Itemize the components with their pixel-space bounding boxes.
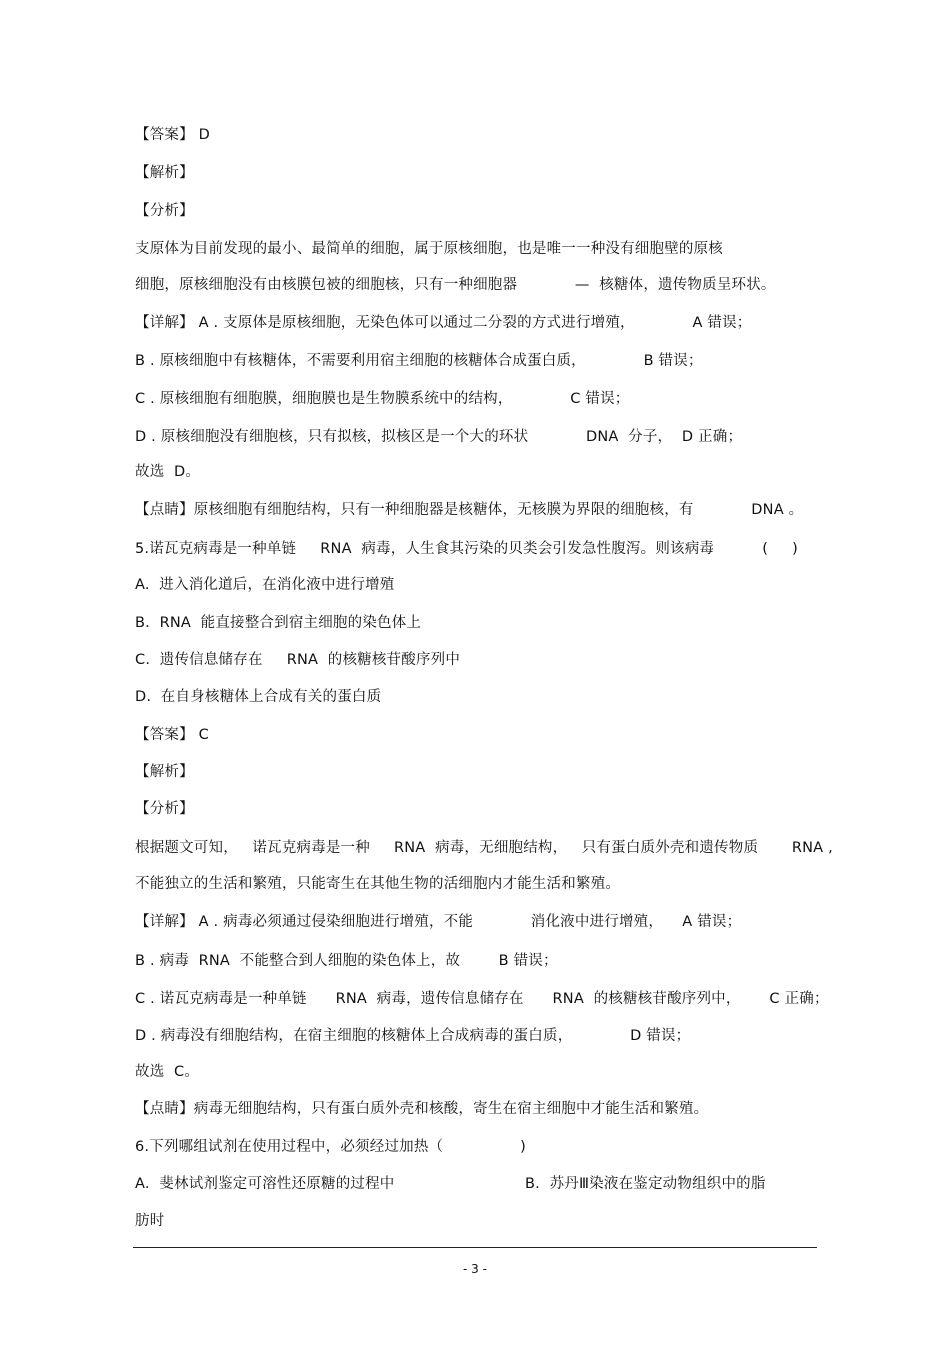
detail-line: 【详解】 A . 病毒必须通过侵染细胞进行增殖，不能 消化液中进行增殖， A 错误； [135, 914, 742, 930]
option-a: A. 斐林试剂鉴定可溶性还原糖的过程中 [135, 1176, 395, 1192]
detail-line: C . 原核细胞有细胞膜，细胞膜也是生物膜系统中的结构， C 错误； [135, 391, 630, 407]
choice-line: 故选 D。 [135, 464, 201, 480]
detail-line: D . 病毒没有细胞结构，在宿主细胞的核糖体上合成病毒的蛋白质， D 错误； [135, 1028, 691, 1044]
text-line: 不能独立的生活和繁殖，只能寄生在其他生物的活细胞内才能生活和繁殖。 [135, 876, 621, 892]
analysis-heading: 【解析】 [135, 165, 194, 181]
detail-line: B . 原核细胞中有核糖体，不需要利用宿主细胞的核糖体合成蛋白质， B 错误； [135, 353, 703, 369]
question-5: 5.诺瓦克病毒是一种单链 RNA 病毒，人生食其污染的贝类会引发急性腹泻。则该病毒 ( ) [135, 541, 798, 557]
choice-line: 故选 C。 [135, 1064, 200, 1080]
detail-line: B . 病毒 RNA 不能整合到人细胞的染色体上，故 B 错误； [135, 953, 558, 969]
option-b: B. RNA 能直接整合到宿主细胞的染色体上 [135, 615, 422, 631]
note-line: 【点睛】病毒无细胞结构，只有蛋白质外壳和核酸，寄生在宿主细胞中才能生活和繁殖。 [135, 1101, 709, 1117]
answer-label: 【答案】 C [135, 727, 209, 743]
answer-label: 【答案】 D [135, 127, 210, 143]
note-line: 【点睛】原核细胞有细胞结构，只有一种细胞器是核糖体，无核膜为界限的细胞核，有 DNA 。 [135, 502, 804, 518]
option-b-continued: 肪时 [135, 1213, 165, 1229]
option-a: A. 进入消化道后，在消化液中进行增殖 [135, 577, 395, 593]
analysis-heading: 【解析】 [135, 764, 194, 780]
option-b: B. 苏丹Ⅲ染液在鉴定动物组织中的脂 [525, 1176, 766, 1192]
question-6: 6.下列哪组试剂在使用过程中，必须经过加热（ ) [135, 1139, 527, 1155]
analysis-subheading: 【分析】 [135, 801, 194, 817]
detail-line: C . 诺瓦克病毒是一种单链 RNA 病毒，遗传信息储存在 RNA 的核糖核苷酸序列中， C 正确； [135, 991, 829, 1007]
text-line: 支原体为目前发现的最小、最简单的细胞，属于原核细胞，也是唯一一种没有细胞壁的原核 [135, 241, 723, 257]
page-number: - 3 - [463, 1262, 487, 1276]
option-c: C. 遗传信息储存在 RNA 的核糖核苷酸序列中 [135, 652, 461, 668]
detail-line: 【详解】 A . 支原体是原核细胞，无染色体可以通过二分裂的方式进行增殖， A 错误； [135, 315, 752, 331]
detail-line: D . 原核细胞没有细胞核，只有拟核，拟核区是一个大的环状 DNA 分子， D 正确； [135, 429, 743, 445]
footer-divider [133, 1247, 817, 1248]
option-d: D. 在自身核糖体上合成有关的蛋白质 [135, 689, 382, 705]
text-line: 细胞，原核细胞没有由核膜包被的细胞核，只有一种细胞器 — 核糖体，遗传物质呈环状。 [135, 277, 776, 293]
analysis-subheading: 【分析】 [135, 203, 194, 219]
text-line: 根据题文可知， 诺瓦克病毒是一种 RNA 病毒，无细胞结构， 只有蛋白质外壳和遗传物质 RNA , [135, 840, 833, 856]
